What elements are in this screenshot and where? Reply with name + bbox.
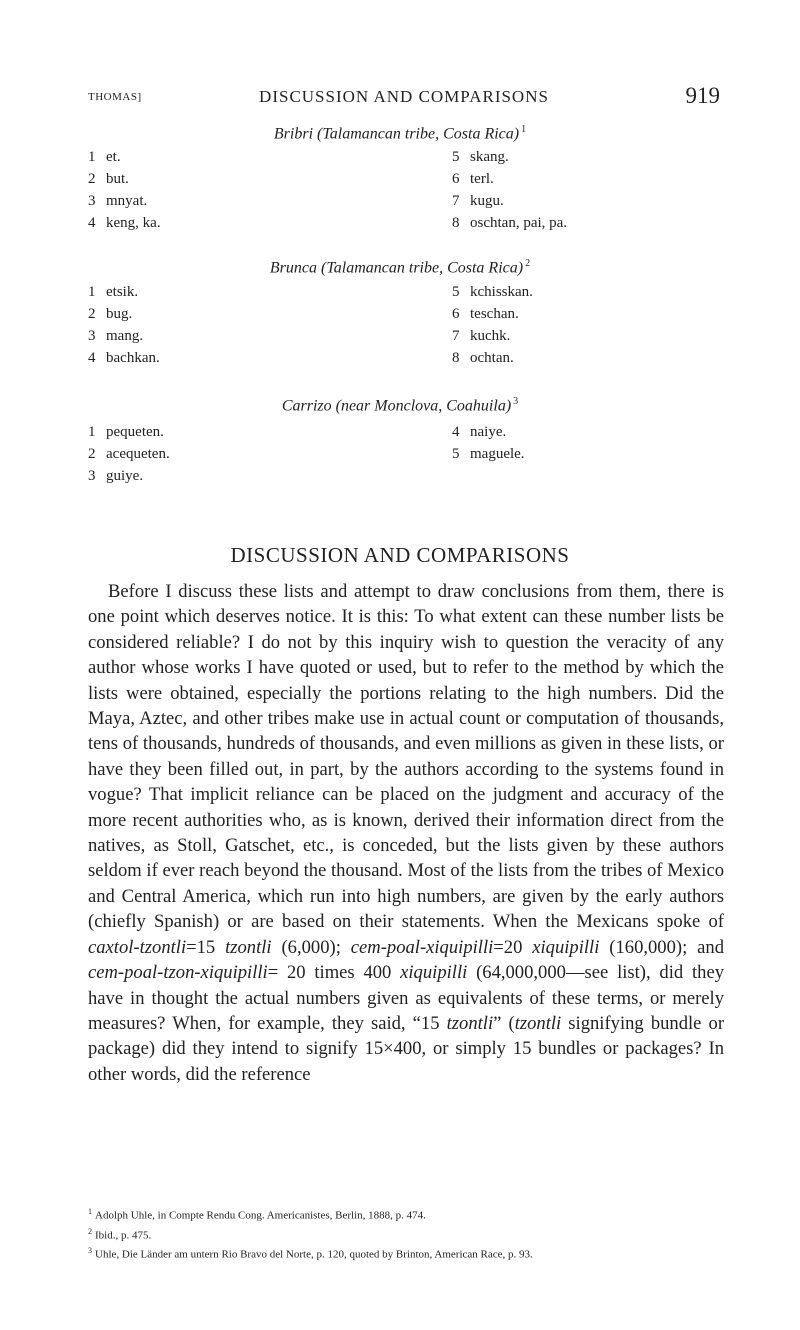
list-item: 3 guiye. xyxy=(88,468,144,484)
footnote-ref: 3 xyxy=(513,396,519,407)
list-item: 4 naiye. xyxy=(452,424,507,440)
list-item: 7 kuchk. xyxy=(452,328,511,344)
body-paragraph: Before I discuss these lists and attempt to draw conclusions from them, there is one point which deserves notice. It is this: To what extent can these number lists be considered reliable? I do not by this inquiry wish to question the veracity of any author whose works I have quoted or used, but to refer to the method by which the lists were obtained, especially the portions relating to the high numbers. Did the Maya, Aztec, and other tribes make use in actual count or computation of thousands, tens of thousands, hundreds of thousands, and even millions as given in these lists, or have they been filled out, in part, by the authors according to the systems found in vogue? That implicit reliance can be placed on the judgment and accuracy of the more recent authorities who, as is known, derived their information direct from the natives, as Stoll, Gatschet, etc., is conceded, but the lists given by these authors seldom if ever reach beyond the thousand. Most of the lists from the tribes of Mexico and Central America, which run into high numbers, are given by the early authors (chiefly Spanish) or are based on their statements. When the Mexicans spoke of caxtol-tzontli=15 tzontli (6,000); cem-poal-xiquipilli=20 xiquipilli (160,000); and cem-poal-tzon-xiquipilli= 20 times 400 xiquipilli (64,000,000—see list), did they have in thought the actual numbers given as equivalents of these terms, or merely measures? When, for example, they said, “15 tzontli” (tzontli signifying bundle or package) did they intend to signify 15×400, or simply 15 bundles or packages? In other words, did the reference xyxy=(88,581,725,1085)
list-item: 1 pequeten. xyxy=(88,424,164,440)
footnote: $^3$ Uhle, Die Länder am untern Rio Bravo del Norte, p. 120, quoted by Brinton, American Race, p. 93. xyxy=(88,1246,533,1261)
list-item: 3 mnyat. xyxy=(88,193,148,209)
footnote-ref: 1 xyxy=(521,124,527,135)
nahuatl-term: cem-poal-tzon-xiquipilli xyxy=(88,962,268,984)
footnote: $^2$ Ibid., p. 475. xyxy=(88,1226,152,1242)
nahuatl-term: cem-poal-xiquipilli xyxy=(350,936,494,958)
section-title-text: Brunca (Talamancan tribe, Costa Rica) xyxy=(269,259,524,277)
nahuatl-term: caxtol-tzontli xyxy=(88,936,187,958)
list-item: 6 teschan. xyxy=(452,306,519,322)
list-item: 8 oschtan, pai, pa. xyxy=(452,215,568,231)
list-item: 6 terl. xyxy=(452,171,494,187)
list-item: 8 ochtan. xyxy=(452,350,514,366)
list-item: 2 bug. xyxy=(88,306,133,322)
section-heading: DISCUSSION AND COMPARISONS xyxy=(230,543,570,567)
section-title-carrizo xyxy=(0,396,800,415)
list-item: 4 keng, ka. xyxy=(88,215,161,231)
list-item: 1 et. xyxy=(88,149,121,165)
footnote-ref: 2 xyxy=(525,258,531,269)
nahuatl-term: xiquipilli xyxy=(532,936,600,958)
list-item: 7 kugu. xyxy=(452,193,504,209)
header-title: DISCUSSION AND COMPARISONS xyxy=(259,87,549,106)
list-item: 5 maguele. xyxy=(452,446,525,462)
nahuatl-term: tzontli xyxy=(446,1012,494,1034)
list-item: 5 kchisskan. xyxy=(452,284,533,300)
footnote: $^1$ Adolph Uhle, in Compte Rendu Cong. Americanistes, Berlin, 1888, p. 474. xyxy=(88,1207,426,1222)
page-number: 919 xyxy=(685,83,720,108)
list-item: 4 bachkan. xyxy=(88,350,160,366)
nahuatl-term: xiquipilli xyxy=(400,962,468,984)
nahuatl-term: tzontli xyxy=(514,1012,562,1034)
list-item: 2 but. xyxy=(88,171,129,187)
list-item: 2 acequeten. xyxy=(88,446,170,462)
section-title-text: Bribri (Talamancan tribe, Costa Rica) xyxy=(273,125,520,143)
list-item: 1 etsik. xyxy=(88,284,139,300)
list-item: 3 mang. xyxy=(88,328,144,344)
nahuatl-term: tzontli xyxy=(225,936,272,958)
running-header xyxy=(88,83,720,111)
header-author: THOMAS] xyxy=(88,91,142,103)
list-item: 5 skang. xyxy=(452,149,509,165)
section-title-brunca xyxy=(0,258,800,277)
footnotes xyxy=(88,1204,728,1263)
section-title-bribri xyxy=(0,124,800,143)
section-title-text: Carrizo (near Monclova, Coahuila) xyxy=(281,397,512,415)
